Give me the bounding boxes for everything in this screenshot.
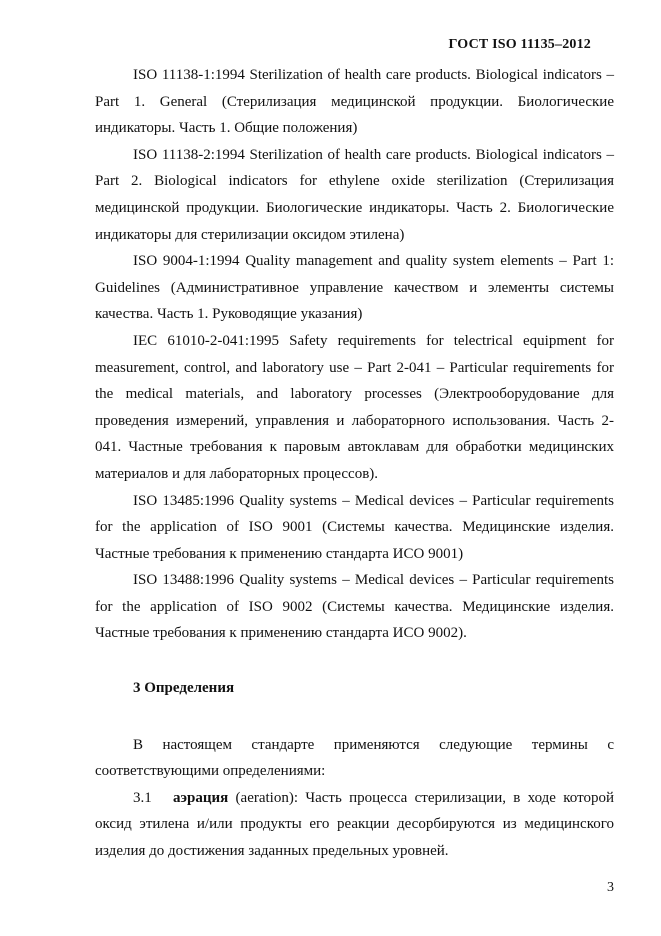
term-text: (aeration): Часть процесса стерилизации, в ходе которой оксид этилена и/или продукты его реакции десорбируются из медицинского изделия до достижения заданных предельных уровней. (95, 789, 614, 860)
page-number: 3 (607, 880, 614, 895)
reference-paragraph: ISO 13485:1996 Quality systems – Medical devices – Particular requirements for the application of ISO 9001 (Системы качества. Медицинские изделия. Частные требования к применению стандарта ИСО 9001) (95, 492, 614, 562)
section-intro: В настоящем стандарте применяются следующие термины с соответствующими определениями: (95, 736, 614, 780)
term-definition (95, 785, 614, 865)
section-title: 3 Определения (133, 680, 235, 697)
document-body (95, 62, 614, 865)
standard-header: ГОСТ ISO 11135–2012 (448, 37, 591, 52)
reference-paragraph: ISO 13488:1996 Quality systems – Medical devices – Particular requirements for the application of ISO 9002 (Системы качества. Медицинские изделия. Частные требования к применению стандарта ИСО 9002). (95, 572, 614, 642)
reference-paragraph: ISO 9004-1:1994 Quality management and quality system elements – Part 1: Guidelines (Административное управление качеством и элементы системы качества. Часть 1. Руководящие указания) (95, 253, 614, 323)
term-name: аэрация (173, 789, 229, 806)
reference-paragraph: IEC 61010-2-041:1995 Safety requirements for telectrical equipment for measurement, control, and laboratory use – Part 2-041 – Particular requirements for the medical materials, and laboratory processes (Электрооборудование для проведения измерений, управления и лабораторного использования. Часть 2-041. Частные требования к паровым автоклавам для обработки медицинских материалов и для лабораторных процессов). (95, 332, 614, 482)
term-number: 3.1 (133, 789, 152, 806)
reference-paragraph: ISO 11138-1:1994 Sterilization of health care products. Biological indicators – Part 1. General (Стерилизация медицинской продукции. Биологические индикаторы. Часть 1. Общие положения) (95, 67, 614, 137)
reference-paragraph: ISO 11138-2:1994 Sterilization of health care products. Biological indicators – Part 2. Biological indicators for ethylene oxide sterilization (Стерилизация медицинской продукции. Биологические индикаторы. Часть 2. Биологические индикаторы для стерилизации оксидом этилена) (95, 146, 614, 243)
